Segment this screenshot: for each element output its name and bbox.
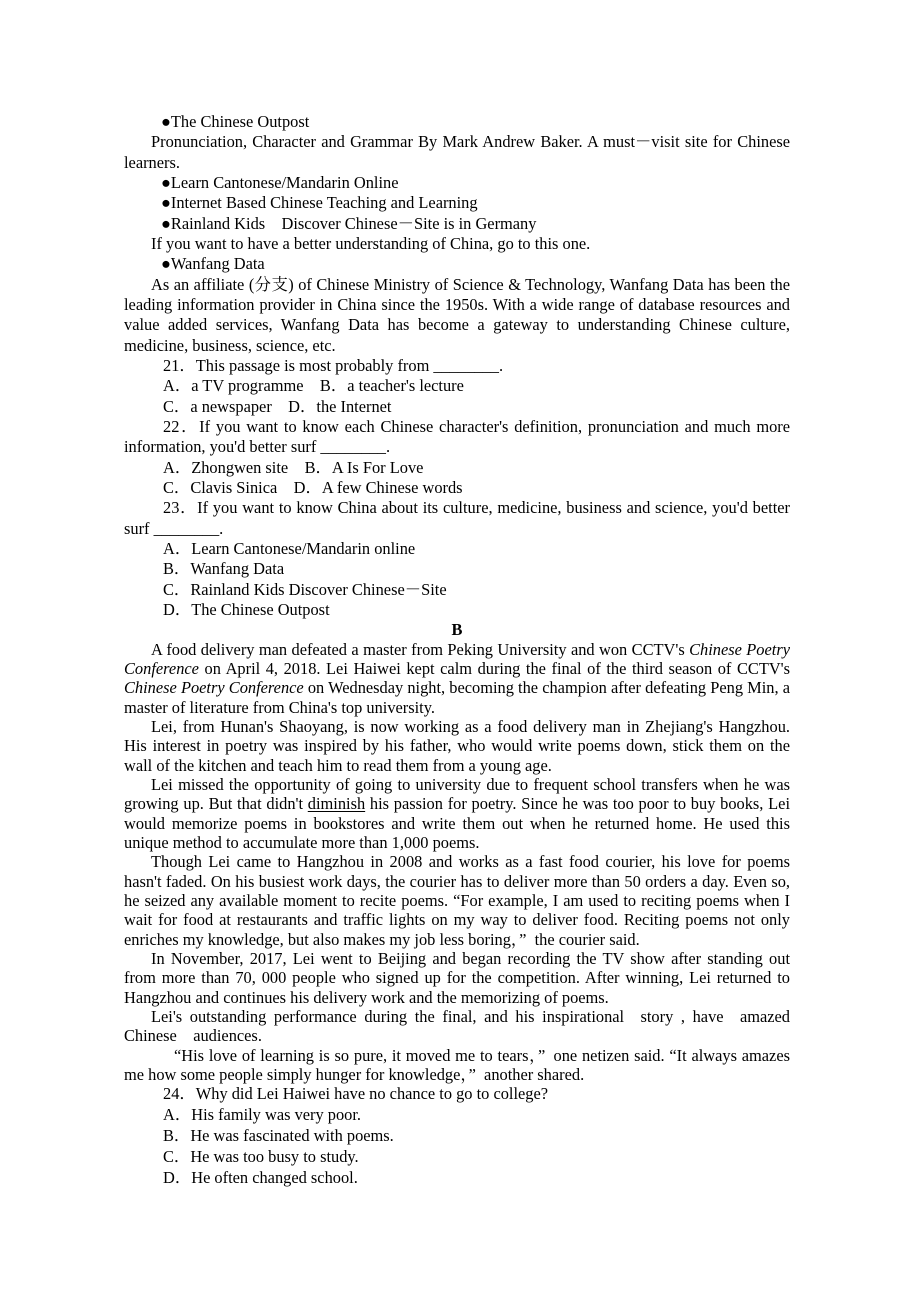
document-content (124, 112, 790, 1188)
text-run: 24．Why did Lei Haiwei have no chance to go to college? (163, 1084, 549, 1104)
text-run: on Wednesday night, becoming the champion after defeating Peng Min, a master of literature from China's top university. (124, 678, 790, 717)
bullet-learn-cantonese (124, 173, 790, 193)
question-24 (124, 1084, 790, 1105)
underlined-word: diminish (307, 794, 366, 814)
text-run: A．a TV programme B．a teacher's lecture (163, 376, 464, 396)
question-24-option-a (124, 1105, 790, 1126)
text-run: Lei missed the opportunity of going to university due to frequent school transfers when he was growing up. But that didn't (124, 774, 790, 814)
question-23-option-d (124, 600, 790, 620)
question-24-option-d (124, 1168, 790, 1189)
text-run: his passion for poetry. Since he was too poor to buy books, Lei would memorize poems in bookstores and write them out when he returned home. He used this unique method to accumulate more than 1,000 poems. (124, 794, 790, 852)
question-23-option-c (124, 580, 790, 600)
italic-title-text: Chinese Poetry Conference (124, 678, 304, 698)
text-run: Pronunciation, Character and Grammar By Mark Andrew Baker. A must－visit site for Chinese learners. (124, 132, 790, 172)
text-run: Lei, from Hunan's Shaoyang, is now working as a food delivery man in Zhejiang's Hangzhou. His interest in poetry was inspired by his father, who would write poems down, stick them on the wall of the kitchen and teach him to read them from a young age. (124, 716, 790, 775)
text-run: If you want to have a better understanding of China, go to this one. (151, 233, 591, 253)
text-run: C．He was too busy to study. (163, 1146, 359, 1166)
text-run: B．Wanfang Data (163, 559, 285, 579)
passage-b-section (124, 620, 790, 1188)
para-pronunciation (124, 132, 790, 173)
text-run: 22．If you want to know each Chinese character's definition, pronunciation and much more information, you'd better surf ________. (124, 416, 790, 457)
question-21 (124, 356, 790, 376)
text-run: A food delivery man defeated a master from Peking University and won CCTV's (151, 639, 690, 659)
question-24-option-b (124, 1126, 790, 1147)
line-better-understanding (124, 234, 790, 254)
para-b1 (124, 640, 790, 717)
text-run: A．His family was very poor. (163, 1105, 362, 1125)
text-run: ●Internet Based Chinese Teaching and Learning (161, 193, 478, 213)
text-run: ●Rainland Kids Discover Chinese－Site is in Germany (161, 213, 537, 233)
para-b3 (124, 775, 790, 852)
text-run: C．Clavis Sinica D．A few Chinese words (163, 477, 463, 497)
text-run: 21．This passage is most probably from ________. (163, 355, 504, 375)
para-b7 (124, 1046, 790, 1085)
question-23-option-a (124, 539, 790, 559)
text-run: In November, 2017, Lei went to Beijing and began recording the TV show after standing out from more than 70, 000 people who signed up for the competition. After winning, Lei returned to Hangzhou and continues his delivery work and the memorizing of poems. (124, 949, 790, 1007)
para-b4 (124, 852, 790, 949)
para-wanfang (124, 275, 790, 356)
text-run: 23．If you want to know China about its culture, medicine, business and science, you'd better surf ________. (124, 498, 790, 538)
question-22 (124, 417, 790, 458)
text-run: Lei's outstanding performance during the final, and his inspirational story , have amazed Chinese audiences. (124, 1007, 790, 1046)
italic-title-text: Chinese Poetry Conference (124, 639, 790, 678)
text-run: D．He often changed school. (163, 1167, 358, 1187)
text-run: A．Zhongwen site B．A Is For Love (163, 457, 424, 477)
text-run: B (451, 620, 463, 640)
text-run: Though Lei came to Hangzhou in 2008 and works as a fast food courier, his love for poems hasn't faded. On his busiest work days, the courier has to deliver more than 50 orders a day. Even so, he seized any available moment to recite poems. “For example, I am used to reciting poems when I wait for food at restaurants and traffic lights on my way to deliver food. Reciting poems not only enriches my knowledge, but also makes my job less boring，” the courier said. (124, 852, 790, 949)
bullet-internet-based (124, 193, 790, 213)
para-b2 (124, 717, 790, 775)
text-run: As an affiliate (分支) of Chinese Ministry of Science & Technology, Wanfang Data has been the leading information provider in China since the 1950s. With a wide range of database resources and value added services, Wanfang Data has become a gateway to understanding Chinese culture, medicine, business, science, etc. (124, 274, 790, 355)
para-b6 (124, 1007, 790, 1046)
section-b-heading (124, 620, 790, 639)
text-run: C．a newspaper D．the Internet (163, 396, 392, 416)
text-run: C．Rainland Kids Discover Chinese－Site (163, 579, 447, 599)
bullet-rainland-kids (124, 214, 790, 234)
text-run: A．Learn Cantonese/Mandarin online (163, 538, 416, 558)
question-23 (124, 498, 790, 539)
passage-a-section (124, 112, 790, 620)
text-run: ●Learn Cantonese/Mandarin Online (161, 172, 399, 192)
text-run: ●Wanfang Data (161, 254, 265, 274)
question-21-options-ab (124, 376, 790, 396)
text-run: B．He was fascinated with poems. (163, 1126, 394, 1146)
question-24-option-c (124, 1147, 790, 1168)
bullet-the-chinese-outpost (124, 112, 790, 132)
question-23-option-b (124, 559, 790, 579)
question-22-options-ab (124, 458, 790, 478)
bullet-wanfang-data (124, 254, 790, 274)
text-run: “His love of learning is so pure, it moved me to tears，” one netizen said. “It always amazes me how some people simply hunger for knowledge，” another shared. (124, 1045, 790, 1085)
question-22-options-cd (124, 478, 790, 498)
text-run: D．The Chinese Outpost (163, 599, 330, 619)
para-b5 (124, 949, 790, 1007)
text-run: on April 4, 2018. Lei Haiwei kept calm during the final of the third season of CCTV's (198, 658, 790, 678)
question-21-options-cd (124, 397, 790, 417)
text-run: ●The Chinese Outpost (161, 112, 310, 131)
